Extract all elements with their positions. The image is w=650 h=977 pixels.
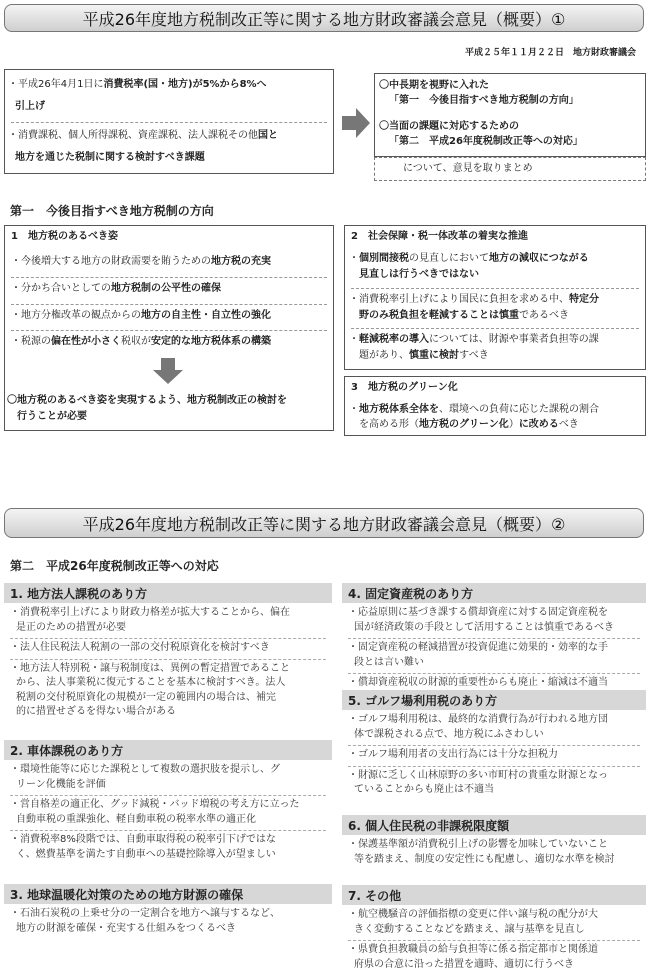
text-bold: 地方の減収につながる	[489, 253, 589, 264]
item-line: ・地方法人特別税・譲与税制度は、異例の暫定措置であること	[10, 662, 290, 674]
section-heading: 4. 固定資産税のあり方	[342, 583, 646, 603]
list-item	[348, 838, 640, 870]
text: 題があり、	[359, 350, 409, 361]
text-bold: 地方を通じた税制に関する検討すべき課題	[15, 152, 205, 163]
item-line: ・営自格差の適正化、グッド減税・バッド増税の考え方に立った	[10, 799, 300, 810]
item-line: 地方の財源を確保・充実する仕組みをつくるべき	[16, 922, 236, 934]
box-green-tax	[344, 376, 646, 436]
divider	[11, 304, 327, 305]
list-item	[11, 254, 271, 270]
text-bold: 地方税制の公平性の確保	[111, 283, 221, 294]
text-bold: 偏在性が小さく	[51, 336, 121, 347]
list-item	[10, 606, 326, 639]
item-line: ・ゴルフ場利用税は、最終的な消費行為が行われる地方団	[348, 714, 608, 725]
intro-left-box	[4, 69, 334, 174]
item-line: 自動車税の重課強化、軽自動車税の税率水準の適正化	[16, 813, 256, 825]
text: ・今後増大する地方の財政需要を賄うための	[11, 256, 211, 267]
text: ・消費課税、個人所得課税、資産課税、法人課税その他	[8, 130, 258, 141]
divider	[11, 330, 327, 331]
text: ・消費税率引上げにより国民に負担を求める中、	[349, 294, 569, 305]
right-arrow-icon	[342, 108, 370, 138]
text: すべき	[459, 350, 489, 361]
box-heading: 2 社会保障・税一体改革の着実な推進	[351, 231, 528, 242]
date-line: 平成２５年１１月２２日 地方財政審議会	[464, 48, 636, 58]
list-item	[348, 641, 640, 674]
policy-section	[4, 884, 332, 941]
text-bold: 特定分	[569, 294, 599, 305]
list-item	[348, 769, 640, 801]
list-item	[10, 662, 326, 723]
down-arrow-icon	[153, 358, 183, 384]
list-item	[10, 833, 326, 865]
item-line: ・県費負担教職員の給与負担等に係る指定都市と関係道	[348, 944, 598, 955]
text: ・平成26年4月1日に	[8, 79, 104, 90]
list-item	[11, 334, 271, 350]
text: ・	[349, 253, 359, 264]
text: の見直しにおいて	[409, 253, 489, 264]
list-item	[359, 308, 569, 324]
item-line: ・保護基準額が消費税引上げの影響を加味していないこと	[348, 839, 608, 850]
section2-title: 第二 平成26年度税制改正等への対応	[10, 559, 219, 573]
text-bold: 〇中長期を視野に入れた	[379, 80, 489, 91]
list-item	[349, 402, 599, 418]
item-line: ・消費税率8%段階では、自動車取得税の税率引下げではな	[10, 834, 276, 845]
text: ・	[349, 404, 359, 415]
text: ・分かち合いとしての	[11, 283, 111, 294]
policy-section	[342, 815, 646, 872]
section-heading: 1. 地方法人課税のあり方	[4, 583, 332, 603]
text-bold: に改める	[518, 419, 559, 430]
item-line: 的に措置せざるを得ない場合がある	[16, 706, 176, 717]
policy-section	[342, 690, 646, 803]
section-heading: 6. 個人住民税の非課税限度額	[342, 815, 646, 835]
item-line: ・航空機騒音の評価指標の変更に伴い譲与税の配分が大	[348, 909, 598, 920]
text-bold: 地方税のグリーン化	[419, 419, 509, 430]
list-item	[348, 606, 640, 639]
text-bold: 個別間接税	[359, 253, 409, 264]
item-line: ・消費税率引上げにより財政力格差が拡大することから、偏在	[10, 607, 290, 618]
conclusion-text: 行うことが必要	[17, 411, 87, 422]
text: について、意見を取りまとめ	[403, 163, 533, 174]
list-item	[11, 281, 221, 297]
text-bold: 地方税体系全体を	[359, 404, 439, 415]
item-line: 税割の交付税原資化の規模が一定の範囲内の場合は、補完	[16, 691, 276, 703]
intro-line	[8, 77, 267, 93]
box-social-security	[344, 225, 646, 370]
policy-section	[342, 583, 646, 696]
text-bold: 見直しは行うべきではない	[359, 269, 479, 280]
list-item	[349, 332, 599, 348]
conclusion-text: 〇地方税のあるべき姿を実現するよう、地方税制改正の検討を	[7, 395, 287, 406]
text: であるべき	[519, 310, 569, 321]
box-local-tax	[4, 225, 334, 431]
list-item	[359, 417, 579, 433]
text: ・地方分権改革の観点からの	[11, 310, 141, 321]
text: ）	[508, 419, 519, 430]
text-bold: 「第一 今後目指すべき地方税制の方向」	[389, 95, 579, 106]
item-line: ていることからも廃止は不適当	[354, 784, 494, 795]
item-line: ・環境性能等に応じた課税として複数の選択肢を提示し、グ	[10, 764, 280, 775]
text: 税収が	[121, 336, 151, 347]
policy-section	[342, 885, 646, 977]
divider	[11, 277, 327, 278]
item-line: ・財源に乏しく山林原野の多い市町村の貴重な財源となっ	[348, 769, 608, 781]
text-bold: 軽減税率の導入	[359, 334, 429, 345]
text-bold: 安定的な地方税体系の構築	[151, 336, 271, 347]
text-bold: 〇当面の課題に対応するための	[379, 121, 519, 132]
intro-line	[15, 150, 205, 166]
item-line: ・応益原則に基づき課する償却資産に対する固定資産税を	[348, 607, 608, 618]
box-heading: 1 地方税のあるべき姿	[11, 231, 118, 242]
divider	[351, 288, 639, 289]
divider	[351, 328, 639, 329]
item-line: リーン化機能を評価	[16, 778, 106, 790]
item-line: く、燃費基準を満たす自動車への基礎控除導入が望ましい	[16, 848, 276, 860]
text: を高める形（	[359, 419, 419, 430]
text-bold: 地方の自主性・自立性の強化	[141, 310, 271, 321]
item-line: ・固定資産税の軽減措置が投資促進に効果的・効率的な手	[348, 642, 608, 653]
intro-line	[8, 128, 278, 144]
list-item	[10, 641, 326, 660]
item-line: ・ゴルフ場利用者の支出行為には十分な担税力	[348, 749, 558, 760]
list-item	[10, 763, 326, 796]
text: ・	[349, 334, 359, 345]
text: 、環境への負荷に応じた課税の割合	[439, 404, 599, 415]
text-bold: 野のみ税負担を軽減することは慎重	[359, 310, 519, 321]
policy-section	[4, 583, 332, 725]
item-line: 是正のための措置が必要	[16, 621, 126, 633]
intro-right-box	[374, 73, 646, 157]
list-item	[348, 713, 640, 746]
list-item	[348, 748, 640, 767]
intro-line	[15, 99, 45, 115]
page1-title: 平成26年度地方税制改正等に関する地方財政審議会意見（概要）①	[4, 4, 644, 32]
section-heading: 2. 車体課税のあり方	[4, 740, 332, 760]
text-bold: 国と	[258, 130, 278, 141]
item-line: 体で課税される点で、地方税にふさわしい	[354, 728, 544, 740]
text-bold: 慎重に検討	[409, 350, 459, 361]
text-bold: 「第二 平成26年度税制改正等への対応」	[389, 136, 583, 147]
text: ・税源の	[11, 336, 51, 347]
section1-title: 第一 今後目指すべき地方税制の方向	[10, 204, 214, 218]
divider	[11, 122, 327, 123]
list-item	[349, 292, 599, 308]
section-heading: 7. その他	[342, 885, 646, 905]
text-bold: 引上げ	[15, 101, 45, 112]
list-item	[10, 798, 326, 831]
list-item	[348, 943, 640, 975]
item-line: 段とは言い難い	[354, 656, 424, 668]
item-line: ・石油石炭税の上乗せ分の一定割合を地方へ譲与するなど、	[10, 908, 280, 919]
policy-section	[4, 740, 332, 867]
text-bold: 消費税率(国・地方)が5%から8%へ	[103, 79, 267, 90]
intro-right-note	[374, 157, 646, 181]
list-item	[348, 908, 640, 941]
section-heading: 5. ゴルフ場利用税のあり方	[342, 690, 646, 710]
section-heading: 3. 地球温暖化対策のための地方財源の確保	[4, 884, 332, 904]
list-item	[349, 251, 589, 267]
text-bold: 地方税の充実	[211, 256, 271, 267]
item-line: 等を踏まえ、制度の安定性にも配慮し、適切な水準を検討	[354, 853, 615, 865]
item-line: ・償却資産税収の財源的重要性からも廃止・縮減は不適当	[348, 677, 608, 688]
item-line: きく変動することなどを踏まえ、譲与基準を見直し	[354, 923, 585, 935]
item-line: 府県の合意に沿った措置を適時、適切に行うべき	[354, 958, 574, 970]
page2-title: 平成26年度地方税制改正等に関する地方財政審議会意見（概要）②	[4, 508, 644, 538]
item-line: 国が経済政策の手段として活用することは慎重であるべき	[354, 621, 614, 633]
list-item	[10, 907, 326, 939]
list-item	[359, 348, 489, 364]
text: については、財源や事業者負担等の課	[429, 334, 599, 345]
list-item	[11, 308, 271, 324]
text: べき	[558, 419, 579, 430]
box-heading: 3 地方税のグリーン化	[351, 382, 458, 393]
item-line: ・法人住民税法人税割の一部の交付税原資化を検討すべき	[10, 642, 270, 653]
item-line: から、法人事業税に復元することを基本に検討すべき。法人	[16, 677, 286, 688]
